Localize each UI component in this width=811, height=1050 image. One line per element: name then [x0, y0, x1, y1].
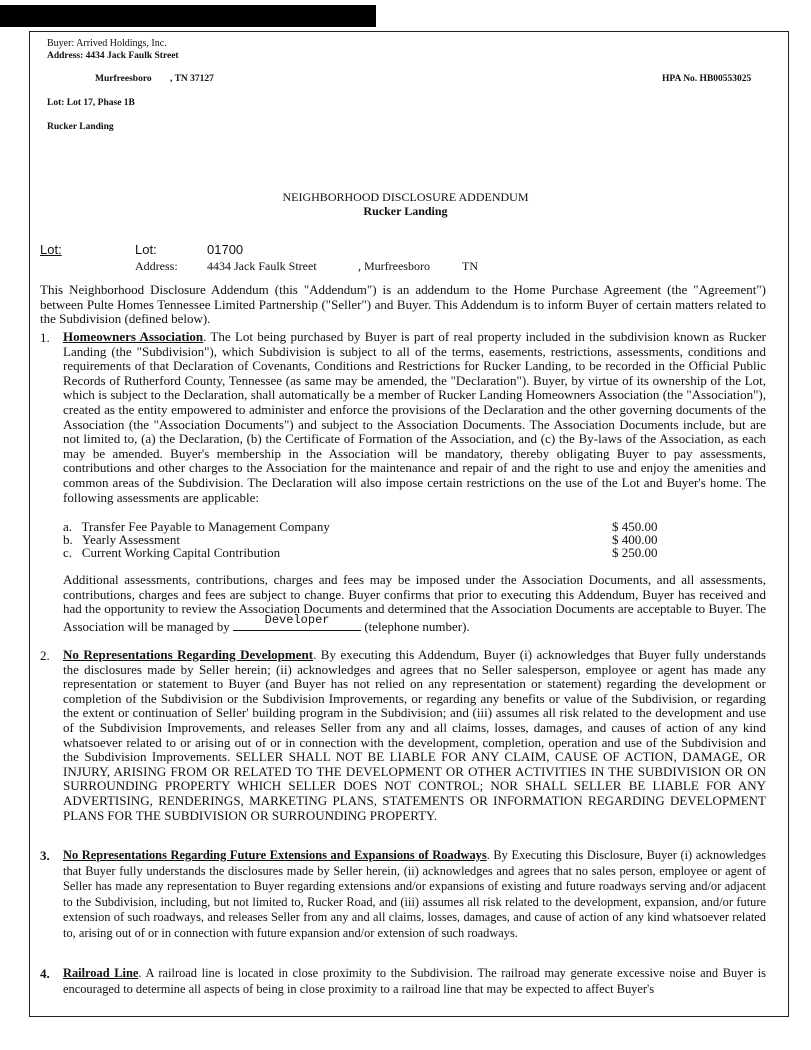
section-text: . A railroad line is located in close proximity to the Subdivision. The railroad may generate excessive noise and Buyer is encouraged to determine all aspects of being in close proximity to a railroad line that may be expected to affect Buyer's — [63, 966, 766, 996]
manager-field[interactable] — [233, 612, 361, 631]
section-number: 2. — [40, 648, 50, 663]
buyer-city: Murfreesboro — [95, 74, 152, 84]
assessment-amount: $ 450.00 — [612, 519, 658, 534]
lot-phase: Lot: Lot 17, Phase 1B — [47, 98, 135, 108]
assessment-row — [63, 545, 280, 561]
buyer-state-zip: , TN 37127 — [170, 74, 214, 84]
section-text: . The Lot being purchased by Buyer is part of real property included in the subdivision known as Rucker Landing (the "Subdivision"), which Subdivision is subject to all of the terms, easements, restrictions, assessments, conditions and requirements of that Declaration of Covenants, Conditions and Restrictions for Rucker Landing, to be recorded in the Official Public Records of Rutherford County, Tennessee (as same may be amended, the "Declaration"). Buyer, by virtue of its ownership of the Lot, which is subject to the Declaration, shall automatically be a member of Rucker Landing Homeowners Association (the "Association"), created as the entity empowered to administer and enforce the provisions of the Declaration and the other governing documents of the Association (the "Association Documents") and subject to the Association Documents. The Association Documents include, but are not limited to, (a) the Declaration, (b) the Certificate of Formation of the Association, and (c) the By-laws of the Association, as each may be amended. Buyer's membership in the Association will be mandatory, thereby obligating Buyer to pay assessments, contributions and other charges to the Association for the maintenance and repair of and the right to use and enjoy the amenities and common areas of the Subdivision. The Declaration will also impose certain restrictions on the use of the Lot and Buyer's home. The following assessments are applicable: — [63, 329, 766, 505]
phone-suffix: (telephone number). — [364, 618, 470, 634]
section-body — [63, 330, 766, 505]
buyer-address: Address: 4434 Jack Faulk Street — [47, 51, 179, 61]
manager-value: Developer — [264, 612, 330, 627]
assessment-label: Current Working Capital Contribution — [81, 545, 281, 560]
section-heading: Railroad Line — [63, 966, 139, 980]
assessment-letter: c. — [63, 545, 73, 560]
additional-paragraph — [63, 573, 766, 634]
community-name: Rucker Landing — [47, 122, 114, 132]
lot-label: Lot: — [135, 242, 157, 257]
additional-text: Additional assessments, contributions, charges and fees may be imposed under the Association Documents, and all assessments, contributions, charges and fees are subject to change. Buyer confirms that prior to executing this Addendum, Buyer has received and had the opportunity to review the Association Documents and determined that the Association Documents are acceptable to Buyer. The Association will be managed by — [63, 572, 766, 634]
assessment-letter: a. — [63, 519, 73, 534]
section-number: 4. — [40, 966, 50, 981]
hpa-number: HPA No. HB00553025 — [662, 74, 752, 84]
assessment-label: Yearly Assessment — [82, 532, 181, 547]
assessment-label: Transfer Fee Payable to Management Company — [81, 519, 330, 534]
lot-state: TN — [462, 259, 478, 273]
document-subtitle: Rucker Landing — [363, 204, 448, 218]
assessment-letter: b. — [63, 532, 73, 547]
section-heading: No Representations Regarding Development — [63, 647, 314, 662]
intro-paragraph: This Neighborhood Disclosure Addendum (this "Addendum") is an addendum to the Home Purchase Agreement (the "Agreement") between Pulte Homes Tennessee Limited Partnership ("Seller") and Buyer. This Addendum is to inform Buyer of certain matters related to the Subdivision (defined below). — [40, 282, 766, 327]
document-title: NEIGHBORHOOD DISCLOSURE ADDENDUM — [282, 190, 529, 204]
assessment-amount: $ 250.00 — [612, 545, 658, 560]
section-body — [63, 848, 766, 942]
section-text: . By executing this Addendum, Buyer (i) acknowledges that Buyer fully understands the disclosures made by Seller herein; (ii) acknowledges and agrees that no Seller salesperson, employee or agent has made any representation or statement to Buyer (and Buyer has not relied on any representation or statement) regarding the development or completion of the Subdivision or the Subdivision Improvements, or regarding any benefits or value of the Subdivision, or regarding the extent or continuation of Seller' building program in the Subdivision; and (iii) assumes all risk related to the development and use of the Subdivision Improvements, and releases Seller from any and all claims, losses, damages, and causes of action of any kind whatsoever related to or arising out of or in connection with the development, completion, operation and use of the Subdivision and the Subdivision Improvements. SELLER SHALL NOT BE LIABLE FOR ANY CLAIM, CAUSE OF ACTION, DAMAGE, OR INJURY, ARISING FROM OR RELATED TO THE DEVELOPMENT OR OTHER ACTIVITIES IN THE SUBDIVISION OR ON SURROUNDING PROPERTY WHICH SELLER DOES NOT CONTROL; NOR SHALL SELLER BE LIABLE FOR ANY ADVERTISING, RENDERINGS, MARKETING PLANS, STATEMENTS OR INFORMATION REGARDING DEVELOPMENT PLANS FOR THE SUBDIVISION OR SURROUNDING PROPERTY. — [63, 647, 766, 823]
section-body — [63, 648, 766, 823]
section-heading: Homeowners Association — [63, 329, 204, 344]
section-text: . By Executing this Disclosure, Buyer (i) acknowledges that Buyer fully understands the disclosures made by Seller herein, (ii) acknowledges and agrees that no sales person, employee or agent of Seller has made any representation to Buyer regarding extensions and/or expansions of existing and future roadways serving and/or adjacent to the Subdivision, including, but not limited to, Rucker Road, and (iii) assumes all risk related to the development, expansion, and/or future extension of such roadways, and releases Seller from any and all claims, losses, damages, and cause of action of any kind whatsoever related to, arising out of or in connection with future expansion and/or extension of such roadways. — [63, 848, 766, 940]
lot-heading: Lot: — [40, 242, 62, 257]
lot-street: 4434 Jack Faulk Street — [207, 259, 317, 273]
address-label: Address: — [135, 259, 178, 273]
section-heading: No Representations Regarding Future Extensions and Expansions of Roadways — [63, 848, 487, 862]
lot-city: , Murfreesboro — [358, 259, 430, 273]
redaction-bar — [0, 5, 376, 27]
section-body — [63, 966, 766, 997]
section-number: 1. — [40, 330, 50, 345]
section-number: 3. — [40, 848, 50, 863]
buyer-name: Buyer: Arrived Holdings, Inc. — [47, 38, 167, 49]
lot-number: 01700 — [207, 242, 244, 257]
assessment-amount: $ 400.00 — [612, 532, 658, 547]
